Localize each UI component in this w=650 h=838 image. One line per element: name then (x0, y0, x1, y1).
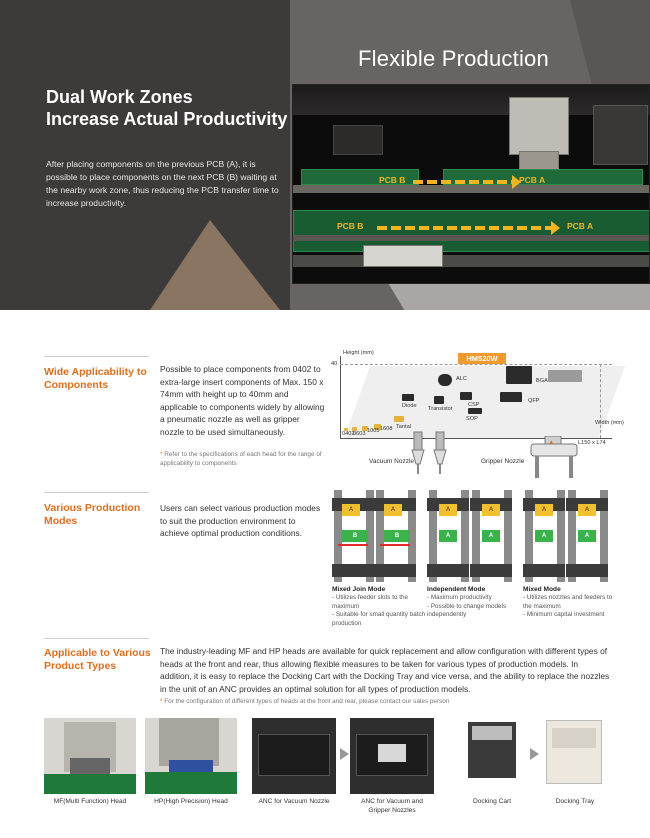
section-divider-2 (44, 492, 149, 493)
chart-width-limit (600, 364, 601, 438)
chip-diode (402, 394, 414, 401)
section-note-applicability: * Refer to the specifications of each head for the range of applicability to components (160, 451, 322, 467)
chip-label-alc: ALC (456, 376, 467, 382)
board-flow-line (380, 544, 410, 546)
hero-banner: Flexible Production (358, 46, 549, 71)
mode-caption-line: - Utilizes feeder slots to the maximum (332, 594, 408, 610)
zone-cell-a: A (439, 504, 457, 516)
hero-grey-strip (380, 283, 650, 310)
cart-top (472, 726, 512, 740)
mode-caption-independent (427, 586, 522, 620)
hero-title-line1: Dual Work Zones (46, 87, 193, 107)
machine-left-unit (333, 125, 383, 155)
flow-arrow-lower (377, 226, 552, 230)
zone-cell-a: A (578, 504, 596, 516)
anc-tray (258, 734, 330, 776)
caption-mf-head: MF(Multi Function) Head (53, 798, 127, 805)
gripper-nozzle (378, 744, 406, 762)
section-divider-3 (44, 638, 149, 639)
hero-body: After placing components on the previous PCB (A), it is possible to place components on the next PCB (B) waiting at the nearby work zone, thus reducing the PCB transfer time to increase productivity. (46, 159, 279, 208)
zone-cell-a: A (482, 504, 500, 516)
mode-diagram-mixed-2 (566, 490, 650, 582)
zone-cell-a: A (384, 504, 402, 516)
pcb-label-lower-a: PCB A (567, 221, 594, 231)
thumb-docking-tray (540, 718, 610, 794)
chip-tantal (394, 416, 404, 422)
hero-section (0, 0, 650, 310)
section-body-product-types: The industry-leading MF and HP heads are available for quick replacement and allow configuration with different types of heads at the front and rear, thus allowing flexible measures to be taken for various types of production models. In addition, it is easy to replace the Docking Cart with the Docking Tray and vice versa, and the ability to replace the nozzles in the unit of an ANC provides an optimal solution for all types of production models. (160, 646, 610, 694)
chip-csp (460, 392, 472, 400)
chip-bga (506, 366, 532, 384)
machine-photo (292, 84, 650, 284)
chip-label-qfp: QFP (528, 398, 540, 404)
zone-cell-b: B (384, 530, 410, 542)
chip-label-0402: 0402 (342, 431, 355, 437)
mode-caption-title: Mixed Mode (523, 586, 561, 593)
flow-arrow-upper (413, 180, 513, 184)
placement-head (509, 97, 569, 155)
mode-caption-mixed-join (332, 586, 427, 628)
chip-label-tantal: Tantal (396, 424, 411, 430)
feeder-plate (566, 564, 608, 577)
caption-anc-gripper: ANC for Vacuum and Gripper Nozzles (361, 798, 423, 814)
chip-label-sop: SOP (466, 416, 478, 422)
vacuum-nozzle-icon (400, 430, 460, 478)
note-text-product-types: For the configuration of different types of heads at the front and rear, please contact our sales person (164, 698, 450, 705)
zone-cell-b: B (342, 530, 368, 542)
caption-anc-vacuum: ANC for Vacuum Nozzle (258, 798, 330, 805)
pcb-board (145, 772, 237, 794)
thumb-anc-vacuum (252, 718, 336, 794)
chip-label-transistor: Transistor (428, 406, 453, 412)
thumb-docking-cart (458, 718, 526, 794)
chip-transistor (434, 396, 444, 404)
mode-caption-mixed (523, 586, 618, 620)
head-body (159, 718, 219, 766)
chart-max-marker: ▲ (548, 439, 555, 446)
section-divider-1 (44, 356, 149, 357)
chip-label-bga: BGA (536, 378, 548, 384)
pcb-board (44, 774, 136, 794)
chart-y-label: Height (mm) (343, 350, 374, 356)
section-title-product-types: Applicable to Various Product Types (44, 647, 151, 672)
mode-caption-line: - Suitable for small quantity batch production (332, 611, 426, 627)
zone-cell-a-green: A (578, 530, 596, 542)
note-text-applicability: Refer to the specifications of each head for the range of applicability to components (160, 451, 322, 467)
thumb-mf-head (44, 718, 136, 794)
chart-y-value: 40 (331, 361, 338, 367)
hero-title (46, 86, 296, 130)
chart-y-axis (340, 356, 341, 438)
mode-caption-line: - Utilizes nozzles and feeders to the maximum (523, 594, 613, 610)
mode-caption-line: - Minimum capital investment (523, 611, 605, 619)
chip-qfp (500, 392, 522, 402)
chip-label-0603: 0603 (353, 431, 366, 437)
arrow-anc (340, 748, 349, 760)
chip-label-1608: 1608 (380, 426, 393, 432)
machine-front-rail (293, 255, 650, 267)
caption-docking-cart: Docking Cart (472, 798, 512, 805)
caption-docking-tray: Docking Tray (555, 798, 595, 805)
hero-title-line2: Increase Actual Productivity (46, 109, 288, 129)
section-body-applicability: Possible to place components from 0402 to extra-large insert components of Max. 150 x 74mm with height up to 40mm and applicable to components widely by allowing a pneumatic nozzle as well as gripper nozzle to be used simultaneously. (160, 364, 325, 437)
section-title-applicability: Wide Applicability to Components (44, 366, 147, 391)
feeder-plate (427, 564, 469, 577)
chip-large-insert (548, 370, 582, 382)
section-body-modes: Users can select various production modes to suit the production environment to achieve optimal production conditions. (160, 503, 321, 538)
board-flow-line (338, 544, 368, 546)
feeder-plate (374, 564, 416, 577)
zone-cell-a-green: A (535, 530, 553, 542)
hero-brown-shape (150, 220, 280, 310)
section-note-product-types: * For the configuration of different types of heads at the front and rear, please contact our sales person (160, 698, 450, 705)
conveyor-upper (293, 185, 650, 193)
chip-sop (468, 408, 482, 414)
section-title-modes: Various Production Modes (44, 502, 141, 527)
chip-alc (438, 374, 452, 386)
chip-label-diode: Diode (402, 403, 417, 409)
vacuum-nozzle-label: Vacuum Nozzle (369, 458, 415, 465)
thumb-anc-gripper (350, 718, 434, 794)
feeder-plate (332, 564, 374, 577)
pcb-lower (293, 210, 650, 252)
conveyor-lower (293, 235, 650, 241)
zone-cell-a: A (535, 504, 553, 516)
gripper-nozzle-icon (525, 436, 585, 480)
machine-right-unit (593, 105, 648, 165)
chart-x-label: Width (mm) (595, 420, 624, 426)
mode-caption-title: Independent Mode (427, 586, 486, 593)
pcb-label-upper-a: PCB A (519, 175, 546, 185)
mode-caption-title: Mixed Join Mode (332, 586, 386, 593)
feeder-plate (523, 564, 565, 577)
zone-cell-a-green: A (482, 530, 500, 542)
machine-front-block (363, 245, 443, 267)
tray-panel (552, 728, 596, 748)
caption-hp-head: HP(High Precision) Head (154, 798, 228, 805)
chip-label-1005: 1005 (367, 428, 380, 434)
component-range-chart (330, 348, 624, 448)
pcb-label-upper-b: PCB B (379, 175, 406, 185)
chip-label-csp: CSP (468, 402, 480, 408)
head-nozzles (169, 760, 213, 772)
gripper-nozzle-label: Gripper Nozzle (481, 458, 525, 465)
chart-x-max: L150 x L74 (578, 440, 606, 446)
model-badge: HM520W (458, 353, 506, 364)
chart-height-limit (340, 364, 612, 365)
arrow-docking (530, 748, 539, 760)
thumb-hp-head (145, 718, 237, 794)
mode-caption-line: - Maximum productivity (427, 594, 492, 602)
mode-caption-line: - Possible to change models independently (427, 602, 507, 619)
zone-cell-a: A (342, 504, 360, 516)
zone-cell-a-green: A (439, 530, 457, 542)
feeder-plate (470, 564, 512, 577)
pcb-label-lower-b: PCB B (337, 221, 364, 231)
